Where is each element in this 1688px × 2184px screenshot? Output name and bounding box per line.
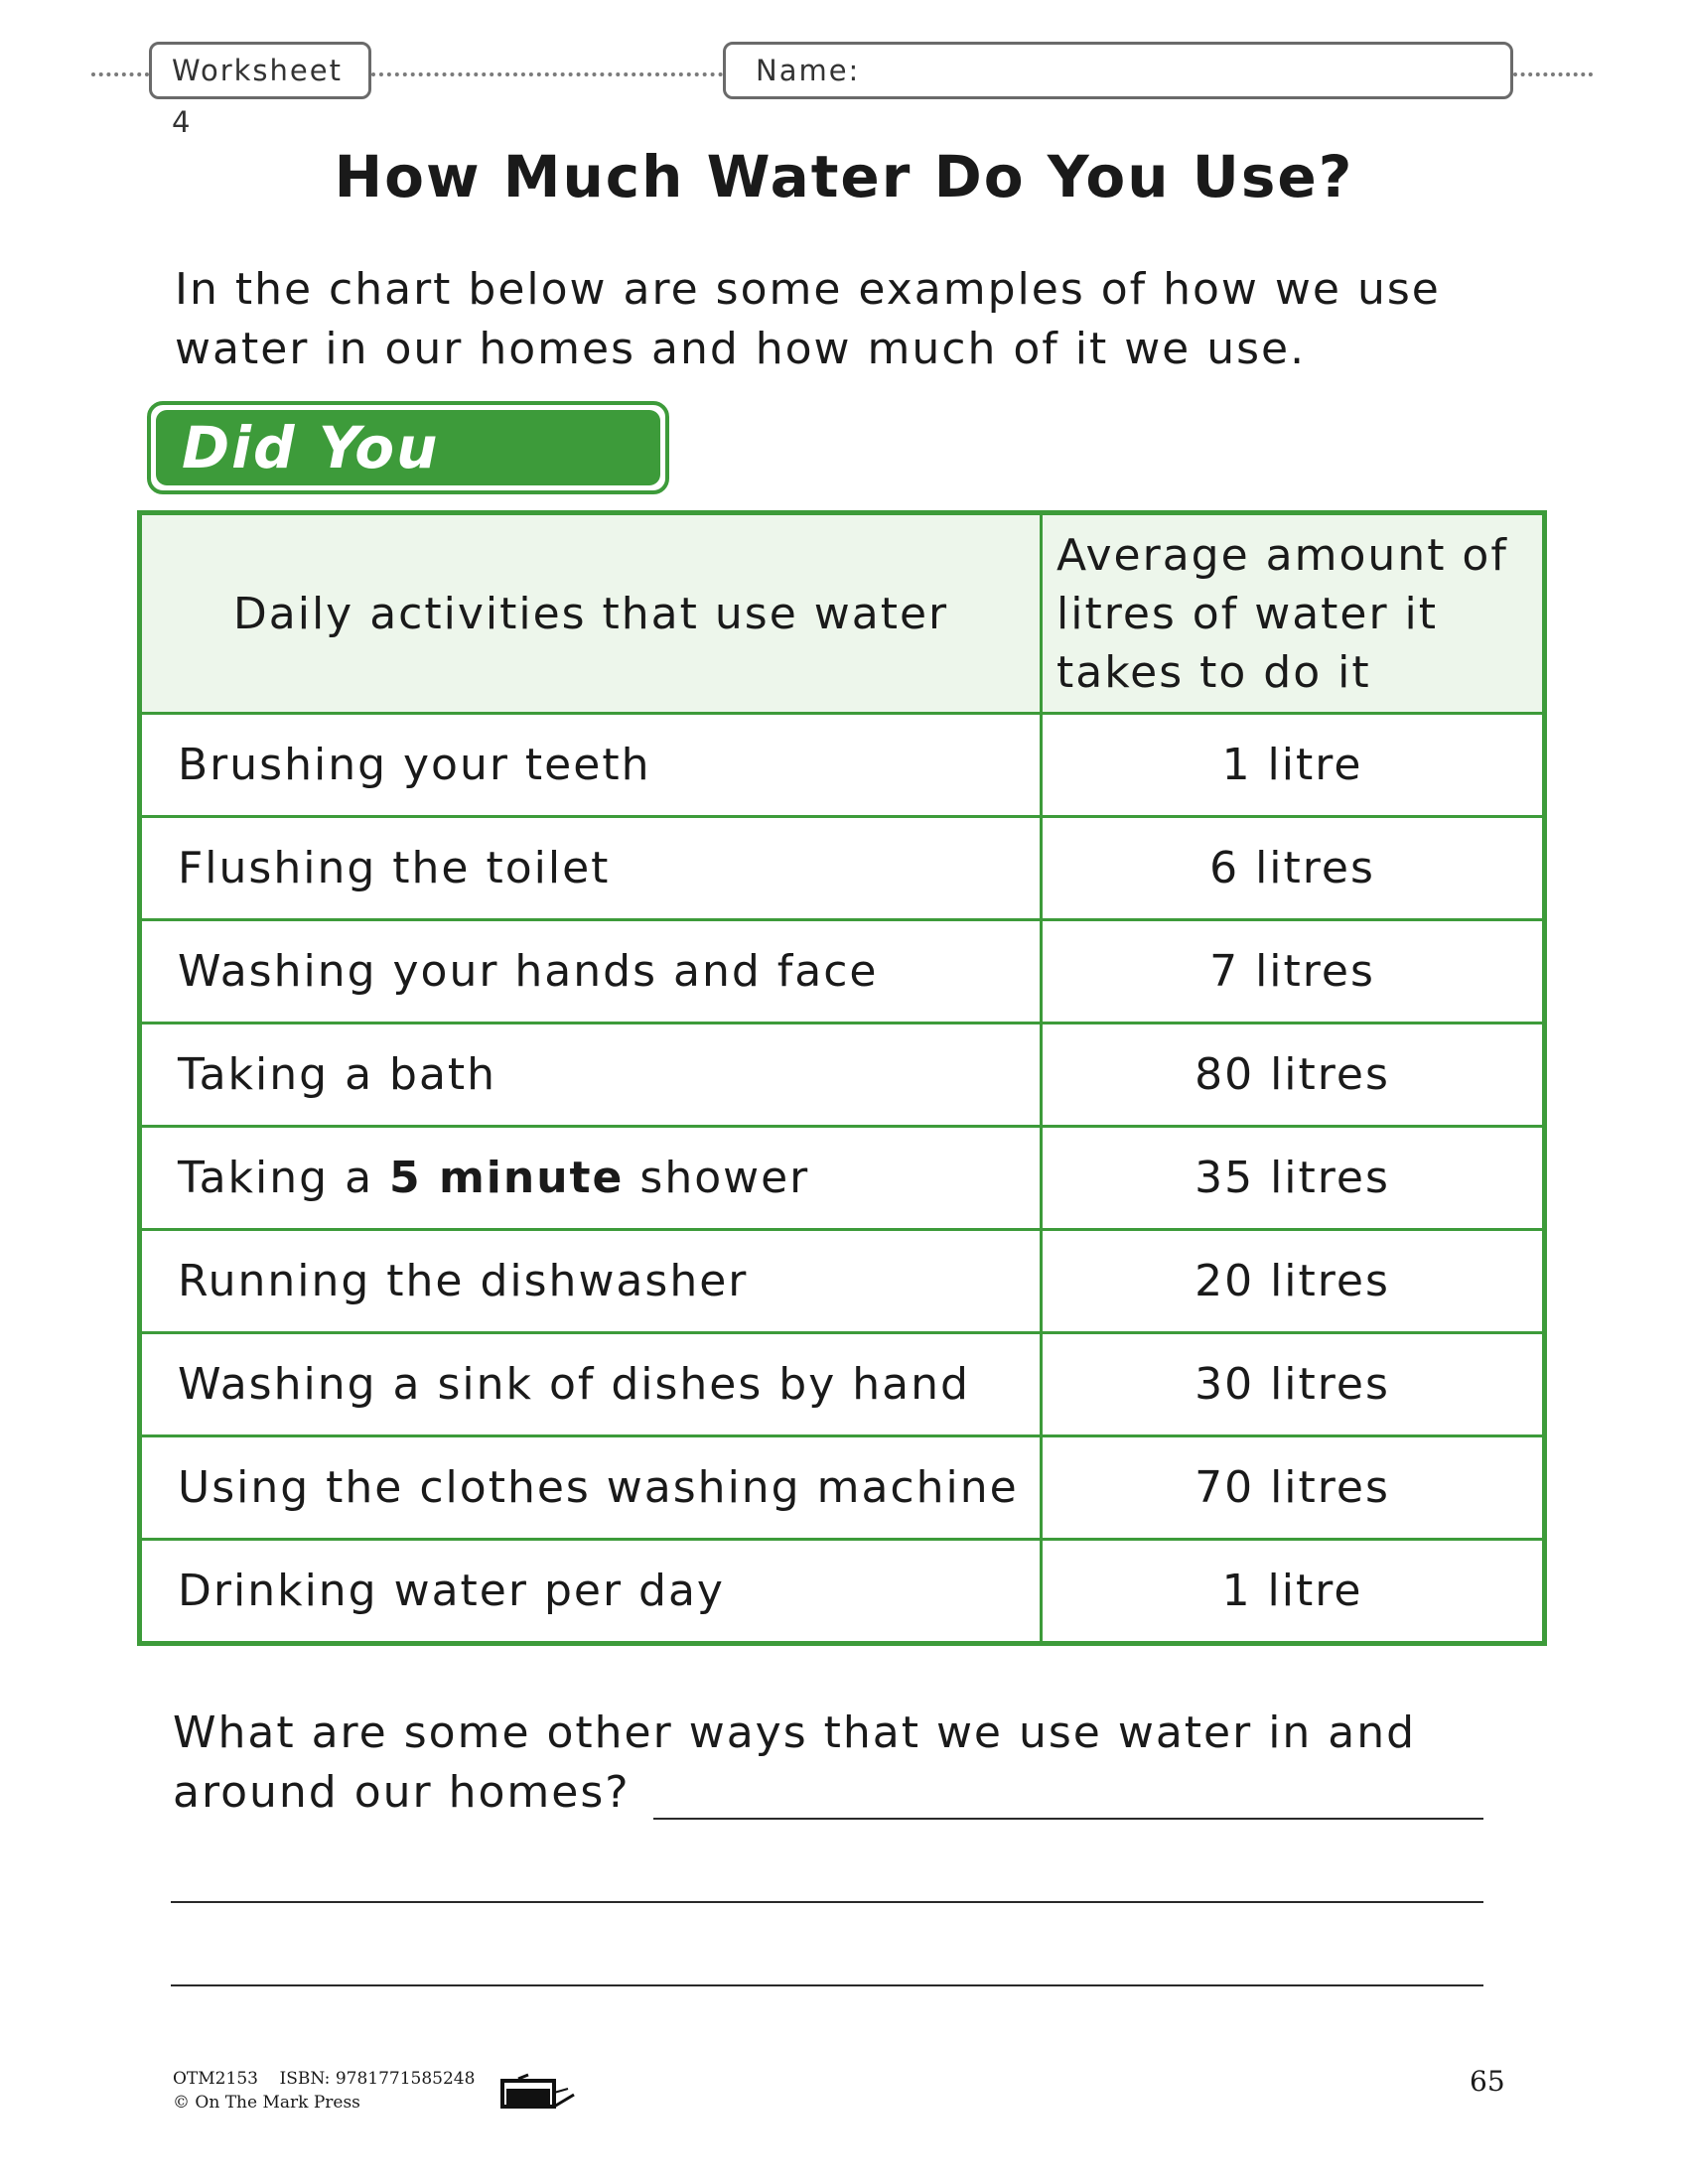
amount-cell: 1 litre (1042, 1540, 1545, 1644)
amount-cell: 7 litres (1042, 920, 1545, 1024)
header-amount: Average amount of litres of water it takes to do it (1042, 513, 1545, 714)
activity-text-post: shower (624, 1153, 810, 1203)
table-row (140, 1436, 1545, 1540)
activity-cell: Drinking water per day (140, 1540, 1042, 1644)
header-activity: Daily activities that use water (140, 513, 1042, 714)
table-row (140, 1024, 1545, 1127)
table-row (140, 714, 1545, 817)
copyright-text: © On The Mark Press (173, 2093, 360, 2113)
activity-cell: Taking a bath (140, 1024, 1042, 1127)
page-number: 65 (1470, 2065, 1505, 2098)
activity-cell: Washing your hands and face (140, 920, 1042, 1024)
answer-line-3[interactable] (171, 1984, 1483, 1986)
answer-line-1[interactable] (653, 1818, 1483, 1820)
worksheet-label: Worksheet 4 (149, 42, 371, 99)
amount-cell: 70 litres (1042, 1436, 1545, 1540)
dotted-rule-right (1513, 72, 1593, 76)
answer-line-2[interactable] (171, 1901, 1483, 1903)
page-title: How Much Water Do You Use? (334, 143, 1354, 210)
amount-cell: 1 litre (1042, 714, 1545, 817)
isbn-text: OTM2153 ISBN: 9781771585248 (173, 2069, 476, 2089)
dotted-rule-middle (371, 72, 723, 76)
table-row (140, 1127, 1545, 1230)
water-usage-table (137, 510, 1547, 1646)
activity-cell: Washing a sink of dishes by hand (140, 1333, 1042, 1436)
table-row (140, 920, 1545, 1024)
amount-cell: 35 litres (1042, 1127, 1545, 1230)
footer-code (173, 2067, 475, 2115)
table-row (140, 817, 1545, 920)
activity-cell: Brushing your teeth (140, 714, 1042, 817)
question-text: What are some other ways that we use water in and around our homes? (173, 1707, 1417, 1818)
activity-cell (140, 1127, 1042, 1230)
activity-cell: Running the dishwasher (140, 1230, 1042, 1333)
activity-emphasis: 5 minute (389, 1153, 625, 1203)
dotted-rule-left (91, 72, 149, 76)
table-row (140, 1333, 1545, 1436)
intro-text: In the chart below are some examples of how we use water in our homes and how much of it we use. (175, 264, 1441, 374)
table-header-row (140, 513, 1545, 714)
did-you-know-label: Did You (156, 410, 660, 485)
activity-cell: Flushing the toilet (140, 817, 1042, 920)
amount-cell: 20 litres (1042, 1230, 1545, 1333)
table-row (140, 1230, 1545, 1333)
activity-cell: Using the clothes washing machine (140, 1436, 1042, 1540)
activity-text-pre: Taking a (178, 1153, 390, 1203)
amount-cell: 30 litres (1042, 1333, 1545, 1436)
publisher-logo-icon (498, 2073, 578, 2113)
amount-cell: 6 litres (1042, 817, 1545, 920)
table-row (140, 1540, 1545, 1644)
amount-cell: 80 litres (1042, 1024, 1545, 1127)
name-field[interactable]: Name: (723, 42, 1513, 99)
did-you-know-banner (147, 401, 669, 494)
